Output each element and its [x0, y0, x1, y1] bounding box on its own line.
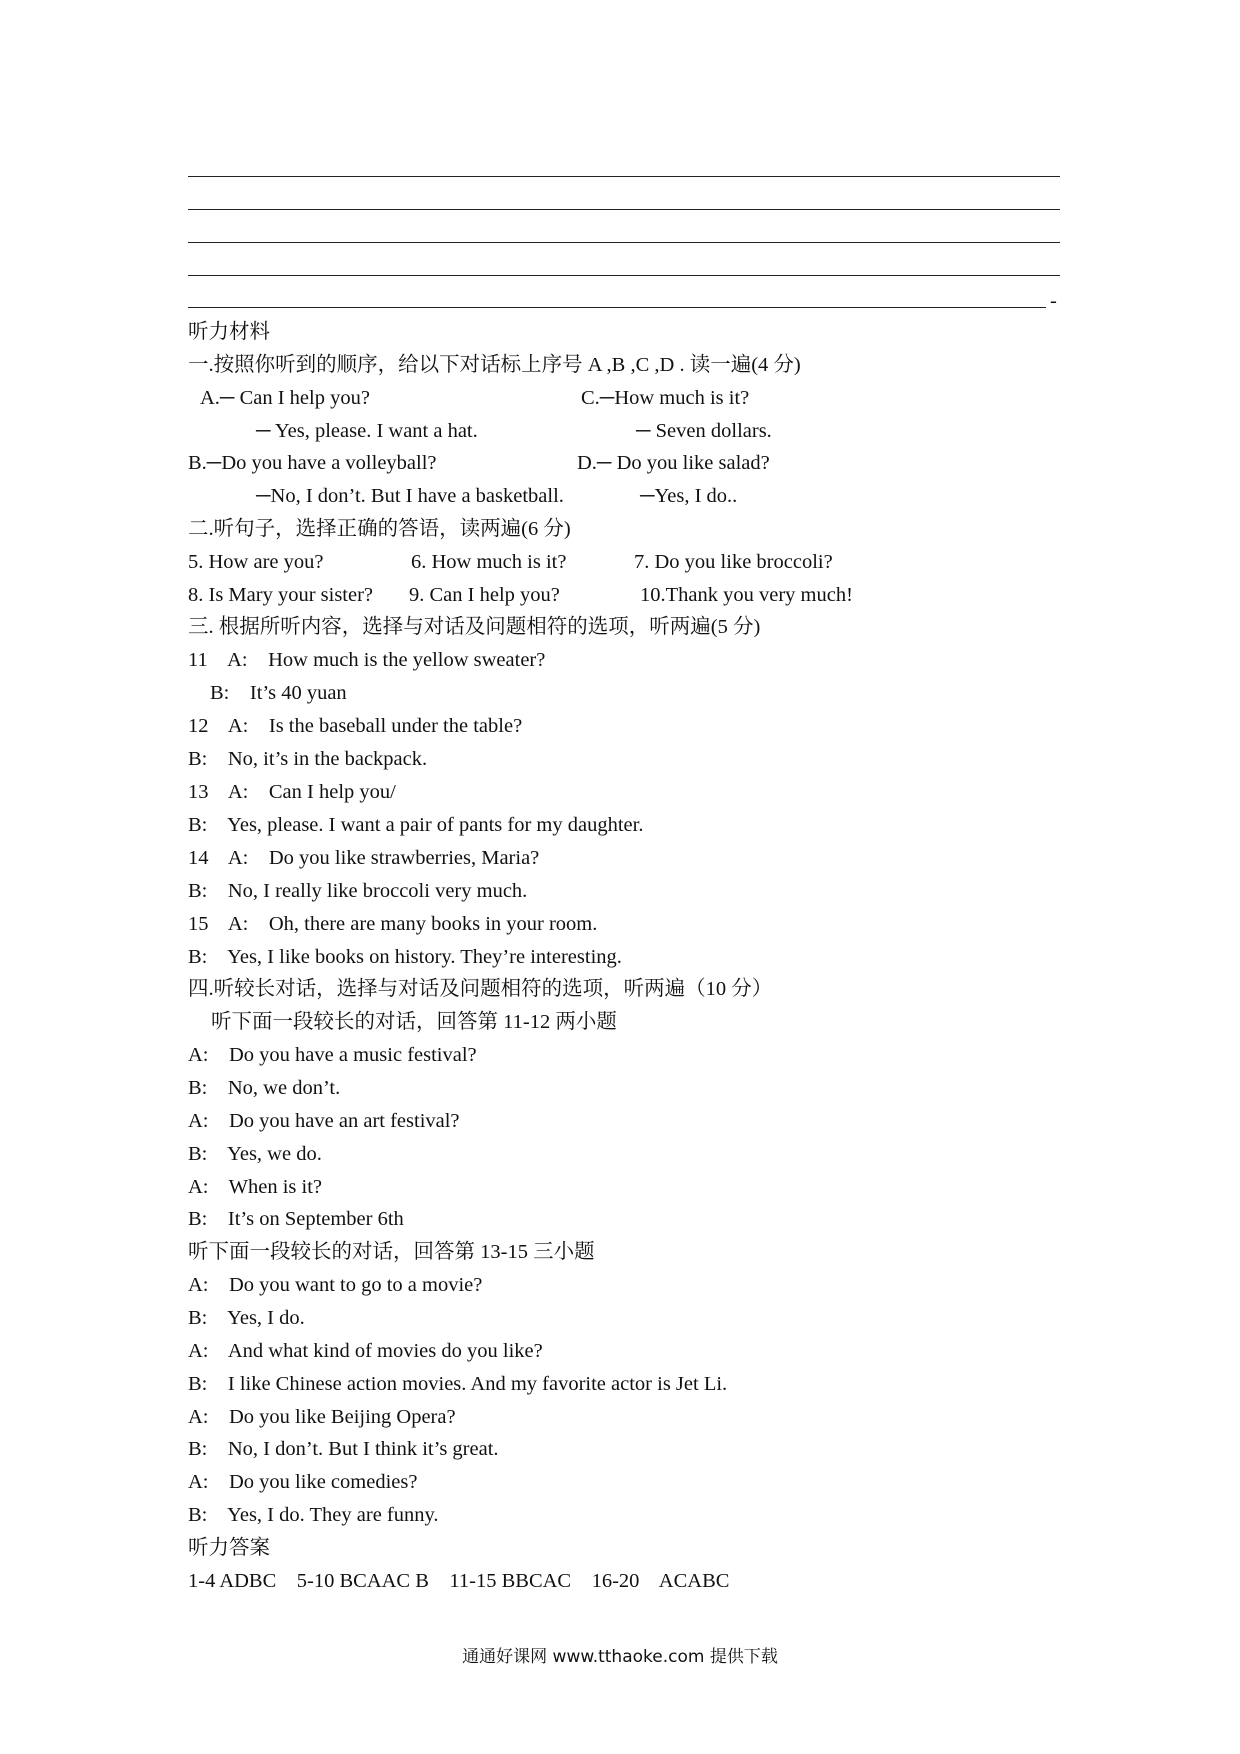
section3-heading: 三. 根据所听内容，选择与对话及问题相符的选项，听两遍(5 分)	[188, 616, 761, 638]
section3-line: B: Yes, please. I want a pair of pants for my daughter.	[188, 814, 644, 836]
dialog1-line: B: It’s on September 6th	[188, 1208, 404, 1230]
question-10: 10.Thank you very much!	[640, 584, 853, 606]
dialog2-line: B: Yes, I do. They are funny.	[188, 1504, 439, 1526]
dialog1-line: A: Do you have a music festival?	[188, 1044, 477, 1066]
dialog-c-line2: ─ Seven dollars.	[636, 420, 772, 442]
section3-line: B: It’s 40 yuan	[210, 682, 347, 704]
footer-credit: 通通好课网 www.tthaoke.com 提供下载	[462, 1647, 778, 1667]
dialog-b-line2: ─No, I don’t. But I have a basketball.	[256, 485, 564, 507]
dialog-a-line2: ─ Yes, please. I want a hat.	[256, 420, 478, 442]
answer-line-4	[188, 275, 1060, 276]
section3-line: B: No, I really like broccoli very much.	[188, 880, 528, 902]
dialog1-line: B: No, we don’t.	[188, 1077, 341, 1099]
dialog-a-line1: A.─ Can I help you?	[200, 387, 370, 409]
dialog-d-line2: ─Yes, I do..	[640, 485, 738, 507]
dialog1-line: A: When is it?	[188, 1176, 322, 1198]
dialog1-line: B: Yes, we do.	[188, 1143, 322, 1165]
section3-line: 14 A: Do you like strawberries, Maria?	[188, 847, 540, 869]
section3-line: 12 A: Is the baseball under the table?	[188, 715, 523, 737]
answer-line-5	[188, 307, 1046, 308]
section1-heading: 一.按照你听到的顺序，给以下对话标上序号 A ,B ,C ,D . 读一遍(4 分)	[188, 354, 801, 376]
question-6: 6. How much is it?	[411, 551, 567, 573]
dialog2-line: A: And what kind of movies do you like?	[188, 1340, 543, 1362]
question-8: 8. Is Mary your sister?	[188, 584, 374, 606]
question-7: 7. Do you like broccoli?	[634, 551, 833, 573]
answer-line-1	[188, 176, 1060, 177]
section3-line: 13 A: Can I help you/	[188, 781, 396, 803]
section3-line: 11 A: How much is the yellow sweater?	[188, 649, 546, 671]
dialog2-line: B: Yes, I do.	[188, 1307, 305, 1329]
dialog-c-line1: C.─How much is it?	[581, 387, 750, 409]
dialog1-line: A: Do you have an art festival?	[188, 1110, 460, 1132]
answer-line-2	[188, 209, 1060, 210]
section4-sub2: 听下面一段较长的对话，回答第 13-15 三小题	[188, 1241, 595, 1263]
dialog-d-line1: D.─ Do you like salad?	[577, 452, 770, 474]
dialog2-line: A: Do you like comedies?	[188, 1471, 418, 1493]
section3-line: B: Yes, I like books on history. They’re interesting.	[188, 946, 622, 968]
dialog2-line: B: I like Chinese action movies. And my favorite actor is Jet Li.	[188, 1373, 728, 1395]
dialog2-line: B: No, I don’t. But I think it’s great.	[188, 1438, 499, 1460]
question-5: 5. How are you?	[188, 551, 324, 573]
question-9: 9. Can I help you?	[409, 584, 560, 606]
section2-heading: 二.听句子，选择正确的答语，读两遍(6 分)	[188, 518, 571, 540]
listening-heading: 听力材料	[188, 321, 270, 343]
dialog-b-line1: B.─Do you have a volleyball?	[188, 452, 437, 474]
dialog2-line: A: Do you like Beijing Opera?	[188, 1406, 456, 1428]
section3-line: B: No, it’s in the backpack.	[188, 748, 428, 770]
section4-sub1: 听下面一段较长的对话，回答第 11-12 两小题	[211, 1011, 617, 1033]
answers-text: 1-4 ADBC 5-10 BCAAC B 11-15 BBCAC 16-20 ACABC	[188, 1570, 730, 1592]
section4-heading: 四.听较长对话，选择与对话及问题相符的选项，听两遍（10 分）	[188, 978, 773, 1000]
section3-line: 15 A: Oh, there are many books in your room.	[188, 913, 598, 935]
answer-line-trailing-mark: -	[1050, 290, 1057, 312]
answers-heading: 听力答案	[188, 1537, 270, 1559]
dialog2-line: A: Do you want to go to a movie?	[188, 1274, 483, 1296]
answer-line-3	[188, 242, 1060, 243]
